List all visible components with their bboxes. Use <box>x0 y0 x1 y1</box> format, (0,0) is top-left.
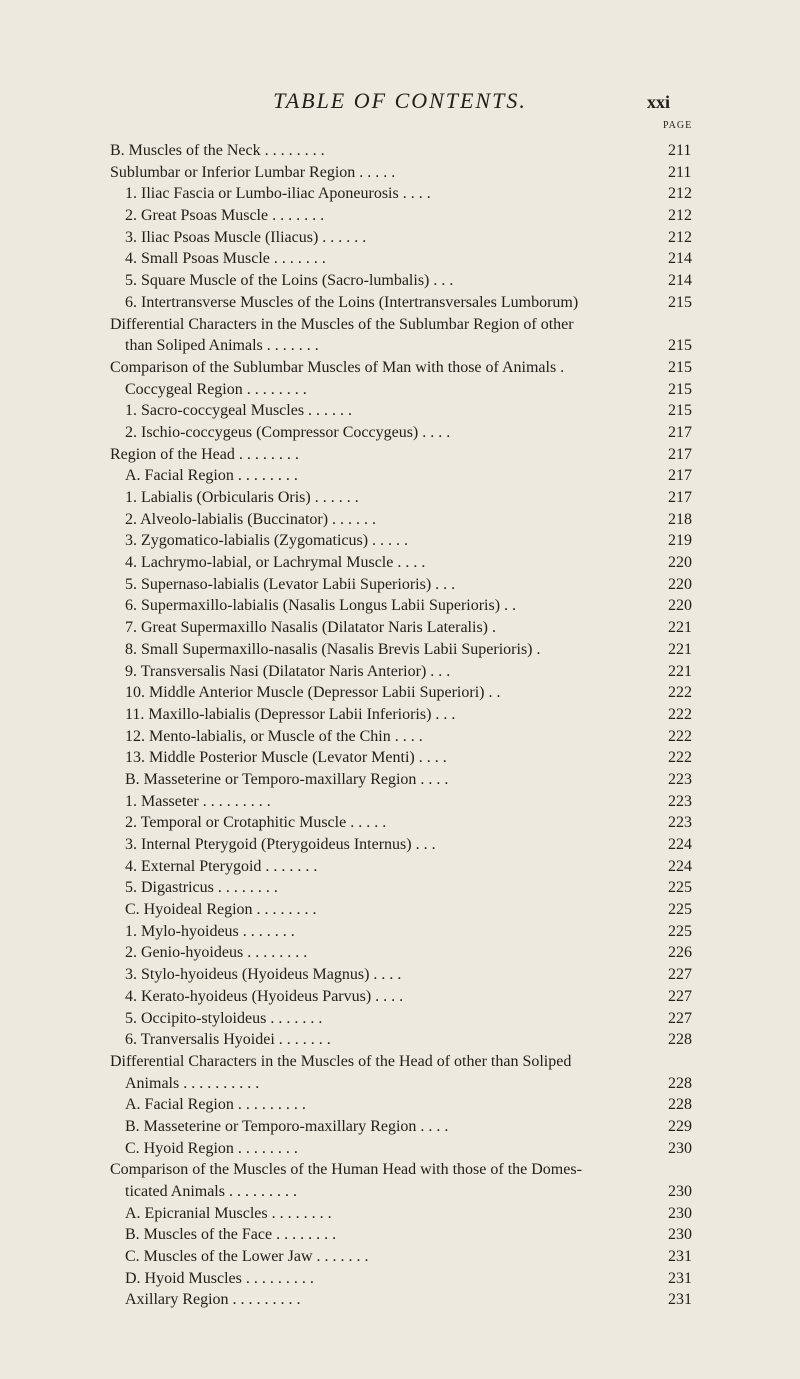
toc-entry-title: Sublumbar or Inferior Lumbar Region . . . . . <box>110 163 396 181</box>
toc-entry-page: 229 <box>668 1117 692 1135</box>
toc-entry-title: Coccygeal Region . . . . . . . . <box>125 380 307 398</box>
toc-entry-title: 5. Square Muscle of the Loins (Sacro-lumbalis) . . . <box>125 272 454 290</box>
toc-entry-page: 217 <box>668 489 692 506</box>
toc-entry-title: 1. Iliac Fascia or Lumbo-iliac Aponeurosis . . . . <box>125 185 431 203</box>
table-of-contents <box>0 140 800 1311</box>
toc-entry <box>0 726 800 748</box>
toc-entry-title: ticated Animals . . . . . . . . . <box>125 1183 297 1200</box>
toc-entry <box>0 1138 800 1160</box>
toc-entry <box>0 595 800 617</box>
toc-entry <box>0 574 800 596</box>
toc-entry <box>0 856 800 878</box>
toc-entry-title: 12. Mento-labialis, or Muscle of the Chin . . . . <box>125 727 423 745</box>
toc-entry-page: 220 <box>668 554 692 572</box>
toc-entry-title: 8. Small Supermaxillo-nasalis (Nasalis Brevis Labii Superioris) . <box>125 640 541 658</box>
toc-entry-title: 11. Maxillo-labialis (Depressor Labii Inferioris) . . . <box>125 705 456 723</box>
toc-entry-page: 211 <box>668 163 692 181</box>
toc-entry-title: C. Hyoid Region . . . . . . . . <box>125 1139 298 1157</box>
toc-entry <box>0 1051 800 1073</box>
toc-entry-title: 4. Kerato-hyoideus (Hyoideus Parvus) . . . . <box>125 987 404 1005</box>
toc-entry-title: 3. Zygomatico-labialis (Zygomaticus) . . . . . <box>125 532 409 550</box>
toc-entry <box>0 1246 800 1268</box>
toc-entry-page: 228 <box>668 1074 692 1092</box>
toc-entry <box>0 552 800 574</box>
toc-entry <box>0 1203 800 1225</box>
toc-entry-page: 230 <box>668 1226 692 1244</box>
toc-entry <box>0 986 800 1008</box>
toc-entry-page: 211 <box>668 142 692 159</box>
toc-entry <box>0 1008 800 1030</box>
toc-entry-page: 215 <box>668 293 692 311</box>
toc-entry-page: 225 <box>668 901 692 919</box>
toc-entry-page: 214 <box>668 250 692 268</box>
toc-entry-page: 224 <box>668 857 692 875</box>
toc-entry <box>0 422 800 444</box>
toc-entry <box>0 812 800 834</box>
toc-entry-page: 223 <box>668 770 692 788</box>
toc-entry-title: Comparison of the Sublumbar Muscles of Man with those of Animals . <box>110 358 565 376</box>
toc-entry-title: 3. Stylo-hyoideus (Hyoideus Magnus) . . . . <box>125 966 402 984</box>
toc-entry-title: Region of the Head . . . . . . . . <box>110 445 299 463</box>
folio: xxi <box>646 92 670 112</box>
toc-entry <box>0 791 800 813</box>
toc-entry-page: 228 <box>668 1096 692 1114</box>
toc-entry <box>0 205 800 227</box>
toc-entry-title: 2. Great Psoas Muscle . . . . . . . <box>125 207 325 225</box>
toc-entry-page: 222 <box>668 727 692 745</box>
toc-entry <box>0 704 800 726</box>
toc-entry <box>0 487 800 509</box>
toc-entry-title: 4. Lachrymo-labial, or Lachrymal Muscle . . . . <box>125 554 426 572</box>
toc-entry-page: 214 <box>668 272 692 290</box>
toc-entry-page: 223 <box>668 814 692 832</box>
toc-entry-title: 7. Great Supermaxillo Nasalis (Dilatator Naris Lateralis) . <box>125 619 496 637</box>
toc-entry <box>0 639 800 661</box>
toc-entry-title: than Soliped Animals . . . . . . . <box>125 337 319 355</box>
toc-entry <box>0 379 800 401</box>
toc-entry <box>0 1289 800 1311</box>
toc-entry-page: 219 <box>668 532 692 550</box>
toc-entry <box>0 1116 800 1138</box>
toc-entry <box>0 162 800 184</box>
toc-entry-title: 2. Temporal or Crotaphitic Muscle . . . . . <box>125 814 387 832</box>
toc-entry <box>0 877 800 899</box>
toc-entry <box>0 899 800 921</box>
toc-entry <box>0 1268 800 1290</box>
toc-entry-title: 1. Masseter . . . . . . . . . <box>125 792 271 810</box>
toc-entry <box>0 617 800 639</box>
toc-entry-page: 222 <box>668 749 692 767</box>
toc-entry-page: 217 <box>668 467 692 485</box>
toc-entry <box>0 769 800 791</box>
toc-entry-page: 228 <box>668 1031 692 1049</box>
toc-entry-page: 215 <box>668 337 692 355</box>
toc-entry-page: 225 <box>668 922 692 940</box>
toc-entry <box>0 1181 800 1203</box>
toc-entry-title: 4. External Pterygoid . . . . . . . <box>125 857 318 875</box>
toc-entry <box>0 530 800 552</box>
toc-entry-page: 222 <box>668 684 692 702</box>
toc-entry <box>0 1224 800 1246</box>
toc-entry-title: 3. Iliac Psoas Muscle (Iliacus) . . . . . . <box>125 228 367 246</box>
toc-entry-page: 212 <box>668 228 692 246</box>
toc-entry-title: 6. Intertransverse Muscles of the Loins (Intertransversales Lumborum) <box>125 293 579 311</box>
toc-entry-page: 230 <box>668 1139 692 1157</box>
toc-entry-page: 218 <box>668 510 692 528</box>
toc-entry-title: Axillary Region . . . . . . . . . <box>125 1291 301 1309</box>
toc-entry-title: Comparison of the Muscles of the Human Head with those of the Domes- <box>110 1161 582 1179</box>
toc-entry-title: 2. Genio-hyoideus . . . . . . . . <box>125 944 308 962</box>
toc-entry-title: 6. Supermaxillo-labialis (Nasalis Longus Labii Superioris) . . <box>125 597 517 615</box>
toc-entry <box>0 248 800 270</box>
toc-entry <box>0 509 800 531</box>
toc-entry-page: 222 <box>668 705 692 723</box>
toc-entry-title: 5. Supernaso-labialis (Levator Labii Superioris) . . . <box>125 575 456 593</box>
toc-entry-title: 5. Occipito-styloideus . . . . . . . <box>125 1009 323 1027</box>
toc-entry <box>0 335 800 357</box>
toc-entry-title: 2. Alveolo-labialis (Buccinator) . . . . . . <box>125 510 377 528</box>
toc-entry-page: 231 <box>668 1269 692 1287</box>
toc-entry-page: 227 <box>668 987 692 1005</box>
toc-entry <box>0 1073 800 1095</box>
toc-entry-page: 215 <box>668 402 692 420</box>
toc-entry-page: 221 <box>668 619 692 637</box>
toc-entry-title: Animals . . . . . . . . . . <box>125 1074 260 1092</box>
toc-entry-title: 1. Sacro-coccygeal Muscles . . . . . . <box>125 402 353 420</box>
toc-entry-title: 13. Middle Posterior Muscle (Levator Menti) . . . . <box>125 749 447 767</box>
toc-entry-page: 221 <box>668 640 692 658</box>
toc-entry-title: C. Muscles of the Lower Jaw . . . . . . . <box>125 1248 369 1266</box>
toc-entry-page: 225 <box>668 879 692 897</box>
toc-entry-title: B. Muscles of the Neck . . . . . . . . <box>110 142 325 159</box>
toc-entry <box>0 465 800 487</box>
running-title: TABLE OF CONTENTS. <box>273 88 527 113</box>
toc-entry-page: 217 <box>668 445 692 463</box>
toc-entry <box>0 183 800 205</box>
toc-entry-page: 215 <box>668 358 692 376</box>
toc-entry <box>0 1029 800 1051</box>
toc-entry <box>0 140 800 162</box>
toc-entry-title: B. Muscles of the Face . . . . . . . . <box>125 1226 337 1244</box>
toc-entry-page: 226 <box>668 944 692 962</box>
toc-entry <box>0 1159 800 1181</box>
toc-entry-page: 212 <box>668 185 692 203</box>
toc-entry <box>0 400 800 422</box>
toc-entry-title: 10. Middle Anterior Muscle (Depressor Labii Superiori) . . <box>125 684 501 702</box>
toc-entry-title: 1. Labialis (Orbicularis Oris) . . . . . . <box>125 489 359 506</box>
toc-entry-page: 221 <box>668 662 692 680</box>
toc-entry-page: 224 <box>668 836 692 853</box>
toc-entry-page: 230 <box>668 1204 692 1222</box>
toc-entry-page: 231 <box>668 1248 692 1266</box>
toc-entry-title: 5. Digastricus . . . . . . . . <box>125 879 278 897</box>
toc-entry-title: Differential Characters in the Muscles of the Head of other than Soliped <box>110 1052 572 1070</box>
toc-entry-page: 230 <box>668 1183 692 1200</box>
toc-entry <box>0 661 800 683</box>
toc-entry-page: 231 <box>668 1291 692 1309</box>
toc-entry <box>0 314 800 336</box>
toc-entry-title: 9. Transversalis Nasi (Dilatator Naris Anterior) . . . <box>125 662 451 680</box>
toc-entry <box>0 682 800 704</box>
toc-entry-title: A. Facial Region . . . . . . . . . <box>125 1096 306 1114</box>
toc-entry-page: 220 <box>668 597 692 615</box>
toc-entry <box>0 921 800 943</box>
toc-entry <box>0 747 800 769</box>
toc-entry-title: 4. Small Psoas Muscle . . . . . . . <box>125 250 326 268</box>
toc-entry <box>0 964 800 986</box>
toc-entry-page: 215 <box>668 380 692 398</box>
toc-entry <box>0 942 800 964</box>
toc-entry-page: 223 <box>668 792 692 810</box>
toc-entry <box>0 834 800 856</box>
toc-entry-title: 2. Ischio-coccygeus (Compressor Coccygeus) . . . . <box>125 423 451 441</box>
toc-entry-page: 227 <box>668 1009 692 1027</box>
toc-entry-page: 220 <box>668 575 692 593</box>
toc-entry-page: 212 <box>668 207 692 225</box>
toc-entry-page: 227 <box>668 966 692 984</box>
toc-entry <box>0 1094 800 1116</box>
toc-entry <box>0 227 800 249</box>
toc-entry <box>0 357 800 379</box>
toc-entry-title: B. Masseterine or Temporo-maxillary Region . . . . <box>125 1117 449 1135</box>
toc-entry <box>0 444 800 466</box>
toc-entry-title: A. Epicranial Muscles . . . . . . . . <box>125 1204 332 1222</box>
toc-entry <box>0 292 800 314</box>
toc-entry-title: D. Hyoid Muscles . . . . . . . . . <box>125 1269 314 1287</box>
toc-entry-title: 6. Tranversalis Hyoidei . . . . . . . <box>125 1031 331 1049</box>
toc-entry-page: 217 <box>668 423 692 441</box>
toc-entry-title: A. Facial Region . . . . . . . . <box>125 467 298 485</box>
toc-entry-title: 1. Mylo-hyoideus . . . . . . . <box>125 922 295 940</box>
toc-entry-title: 3. Internal Pterygoid (Pterygoideus Internus) . . . <box>125 836 436 853</box>
toc-entry-title: C. Hyoideal Region . . . . . . . . <box>125 901 317 919</box>
toc-entry <box>0 270 800 292</box>
toc-entry-title: Differential Characters in the Muscles of the Sublumbar Region of other <box>110 315 574 333</box>
toc-entry-title: B. Masseterine or Temporo-maxillary Region . . . . <box>125 770 449 788</box>
page-column-head: PAGE <box>663 120 693 131</box>
